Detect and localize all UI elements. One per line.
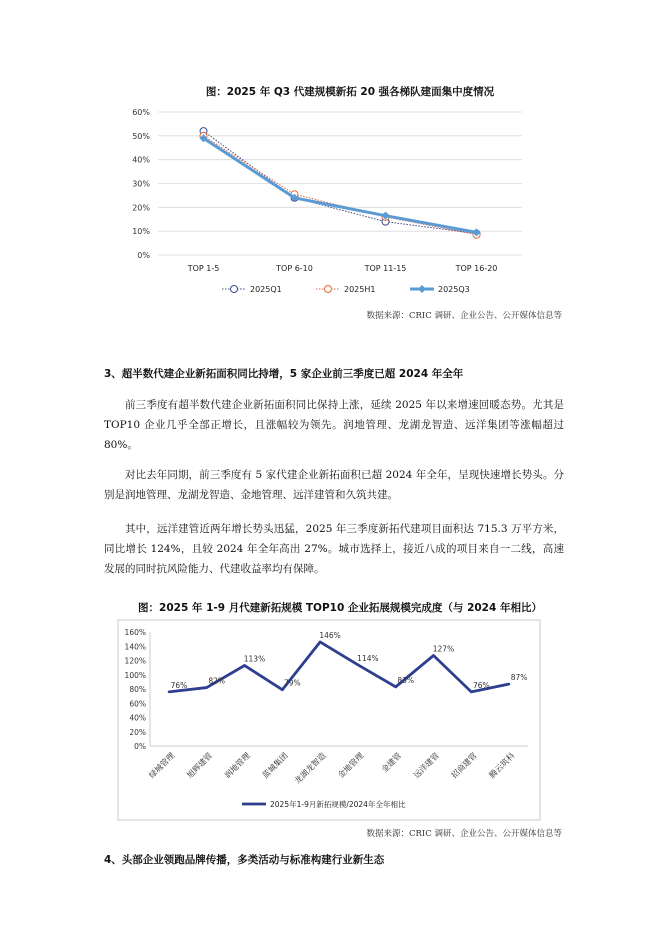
chart1-point-2025Q1	[473, 230, 480, 237]
chart2-point	[470, 691, 472, 693]
section3-paragraph-2: 对比去年同期，前三季度有 5 家代建企业新拓面积已超 2024 年全年，呈现快速增长势头。分别是润地管理、龙湖龙智造、金地管理、远洋建管和久筑共建。	[104, 469, 564, 501]
chart1-point-2025H1	[291, 191, 298, 198]
chart2-data-label: 113%	[243, 654, 266, 664]
chart1-point-2025Q1	[291, 194, 298, 201]
chart1-x-tick-label: TOP 16-20	[455, 264, 498, 273]
chart2-x-tick-label: 腾云筑科	[487, 751, 517, 781]
chart2-data-label: 82%	[208, 676, 226, 686]
chart2-x-tick-label: 招商建管	[449, 751, 479, 781]
chart2-y-tick-label: 120%	[124, 656, 146, 666]
chart2-point	[395, 686, 397, 688]
chart1-point-2025Q3	[291, 194, 299, 202]
chart2-point	[357, 664, 359, 666]
chart2-data-label: 76%	[170, 680, 188, 690]
chart2-x-tick-label: 绿城管理	[147, 751, 177, 781]
chart2-data-label: 76%	[472, 680, 490, 690]
chart2-y-tick-label: 60%	[129, 699, 146, 709]
chart2-data-label: 127%	[432, 644, 455, 654]
chart2-y-tick-label: 40%	[129, 713, 146, 723]
chart1-legend-label: 2025Q3	[438, 285, 470, 294]
chart1-x-tick-label: TOP 1-5	[187, 264, 220, 273]
chart1-y-tick-label: 40%	[132, 155, 150, 165]
chart1-series-line-2025Q1	[204, 131, 477, 233]
chart2-point	[243, 664, 245, 666]
chart1-series-line-2025H1	[204, 136, 477, 235]
chart1-point-2025H1	[200, 132, 207, 139]
chart2-data-label: 83%	[397, 675, 415, 685]
chart2-y-tick-label: 140%	[124, 642, 146, 652]
chart2-point	[432, 654, 434, 656]
chart2-data-label: 114%	[357, 653, 379, 663]
chart1-point-2025Q1	[200, 128, 207, 135]
chart2-series-line	[169, 642, 509, 692]
chart1-y-tick-label: 20%	[132, 203, 150, 213]
chart2-data-label: 146%	[319, 630, 341, 640]
chart2-point	[319, 641, 321, 643]
chart1-source: 数据来源：CRIC 调研、企业公告、公开媒体信息等	[366, 311, 562, 321]
chart1-legend-marker-2025Q3	[418, 285, 426, 293]
chart2-y-tick-label: 80%	[129, 685, 146, 694]
chart2-legend-label: 2025年1-9月新拓规模/2024年全年相比	[270, 800, 406, 809]
chart1-x-tick-label: TOP 11-15	[364, 264, 407, 273]
chart2-x-tick-label: 润地管理	[222, 751, 252, 781]
chart2-frame	[118, 620, 540, 820]
chart2-point	[168, 691, 170, 693]
chart1-point-2025H1	[473, 231, 480, 238]
chart2-x-tick-label: 龙湖龙智造	[292, 751, 328, 786]
chart1-point-2025Q3	[200, 134, 208, 142]
chart1-legend-label: 2025H1	[344, 285, 376, 294]
chart2-x-tick-label: 金建管	[379, 751, 404, 775]
chart2-x-tick-label: 旭辉建管	[185, 751, 215, 781]
chart2-x-tick-label: 金地管理	[336, 751, 366, 781]
chart1-y-tick-label: 50%	[132, 131, 150, 141]
chart1-point-2025H1	[382, 213, 389, 220]
chart1-legend-marker-2025H1	[325, 286, 332, 293]
section3-paragraph-1: 前三季度有超半数代建企业新拓面积同比保持上涨，延续 2025 年以来增速回暖态势。尤其是 TOP10 企业几乎全部正增长，且涨幅较为领先。润地管理、龙湖龙智造、远洋集团等涨幅超过 80%。	[104, 399, 564, 451]
chart2-point	[508, 683, 510, 685]
chart1-point-2025Q1	[382, 218, 389, 225]
section4-heading: 4、头部企业领跑品牌传播，多类活动与标准构建行业新生态	[104, 854, 385, 866]
chart1-point-2025Q3	[473, 228, 481, 236]
chart1-point-2025Q3	[382, 212, 390, 220]
chart1-y-tick-label: 30%	[132, 179, 150, 189]
chart2-title: 图：2025 年 1-9 月代建新拓规模 TOP10 企业拓展规模完成度（与 2024 年相比）	[138, 602, 542, 614]
chart1-legend-marker-2025Q1	[231, 286, 238, 293]
chart1-series-line-2025Q3	[204, 138, 477, 232]
chart1-x-tick-label: TOP 6-10	[276, 264, 313, 273]
chart1-title: 图：2025 年 Q3 代建规模新拓 20 强各梯队建面集中度情况	[205, 86, 495, 98]
chart2-y-tick-label: 0%	[134, 742, 146, 751]
chart1-y-tick-label: 10%	[132, 227, 150, 237]
chart2-data-label: 87%	[510, 673, 528, 683]
chart2-point	[206, 686, 208, 688]
chart1-y-tick-label: 60%	[132, 108, 150, 117]
chart2-y-tick-label: 20%	[129, 727, 146, 737]
chart1-legend-label: 2025Q1	[250, 285, 282, 294]
chart2-y-tick-label: 160%	[124, 628, 146, 637]
chart2-x-tick-label: 蓝城集团	[260, 751, 290, 781]
chart2-x-tick-label: 远洋建管	[411, 751, 441, 781]
chart2-y-tick-label: 100%	[124, 670, 146, 680]
section3-paragraph-3: 其中，远洋建管近两年增长势头迅猛，2025 年三季度新拓代建项目面积达 715.3 万平方米，同比增长 124%，且较 2024 年全年高出 27%。城市选择上，接近八成的项目来自一二线，高速发展的同时抗风险能力、代建收益率均有保障。	[104, 523, 564, 575]
chart2-data-label: 79%	[283, 678, 301, 688]
chart2-source: 数据来源：CRIC 调研、企业公告、公开媒体信息等	[366, 829, 562, 839]
section3-heading: 3、超半数代建企业新拓面积同比持增，5 家企业前三季度已超 2024 年全年	[104, 368, 464, 380]
chart2-point	[281, 689, 283, 691]
chart1-y-tick-label: 0%	[137, 251, 150, 260]
